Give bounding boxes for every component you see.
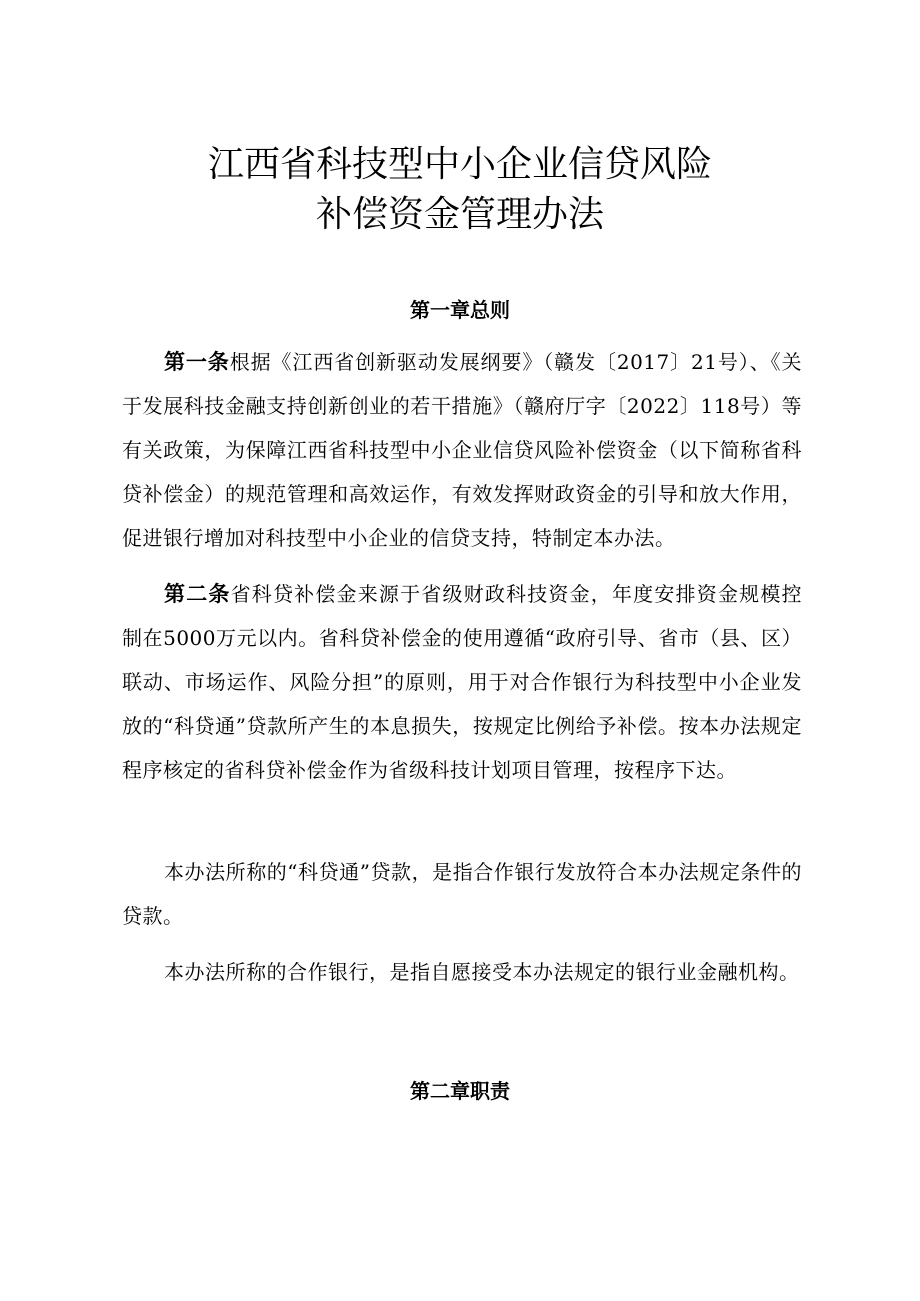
article-2 (122, 572, 802, 792)
article-2-label: 第二条 (164, 582, 231, 606)
document-title-line-2: 补偿资金管理办法 (315, 194, 604, 235)
paragraph-kedaitong-definition: 本办法所称的“科贷通”贷款，是指合作银行发放符合本办法规定条件的贷款。 (122, 860, 802, 928)
article-1 (122, 340, 802, 560)
article-1-label: 第一条 (164, 350, 230, 374)
paragraph-partner-bank-definition: 本办法所称的合作银行，是指自愿接受本办法规定的银行业金融机构。 (164, 960, 800, 984)
chapter-heading-2: 第二章职责 (410, 1079, 510, 1103)
article-2-text: 省科贷补偿金来源于省级财政科技资金，年度安排资金规模控制在5000万元以内。省科贷补偿金的使用遵循“政府引导、省市（县、区）联动、市场运作、风险分担”的原则，用于对合作银行为科技型中小企业发放的“科贷通”贷款所产生的本息损失，按规定比例给予补偿。按本办法规定程序核定的省科贷补偿金作为省级科技计划项目管理，按程序下达。 (122, 582, 803, 782)
document-title-line-1: 江西省科技型中小企业信贷风险 (207, 144, 712, 185)
chapter-heading-1: 第一章总则 (410, 298, 510, 322)
article-1-text: 根据《江西省创新驱动发展纲要》（赣发〔2017〕21号）、《关于发展科技金融支持创新创业的若干措施》（赣府厅字〔2022〕118号）等有关政策，为保障江西省科技型中小企业信贷风险补偿资金（以下简称省科贷补偿金）的规范管理和高效运作，有效发挥财政资金的引导和放大作用，促进银行增加对科技型中小企业的信贷支持，特制定本办法。 (122, 350, 803, 550)
